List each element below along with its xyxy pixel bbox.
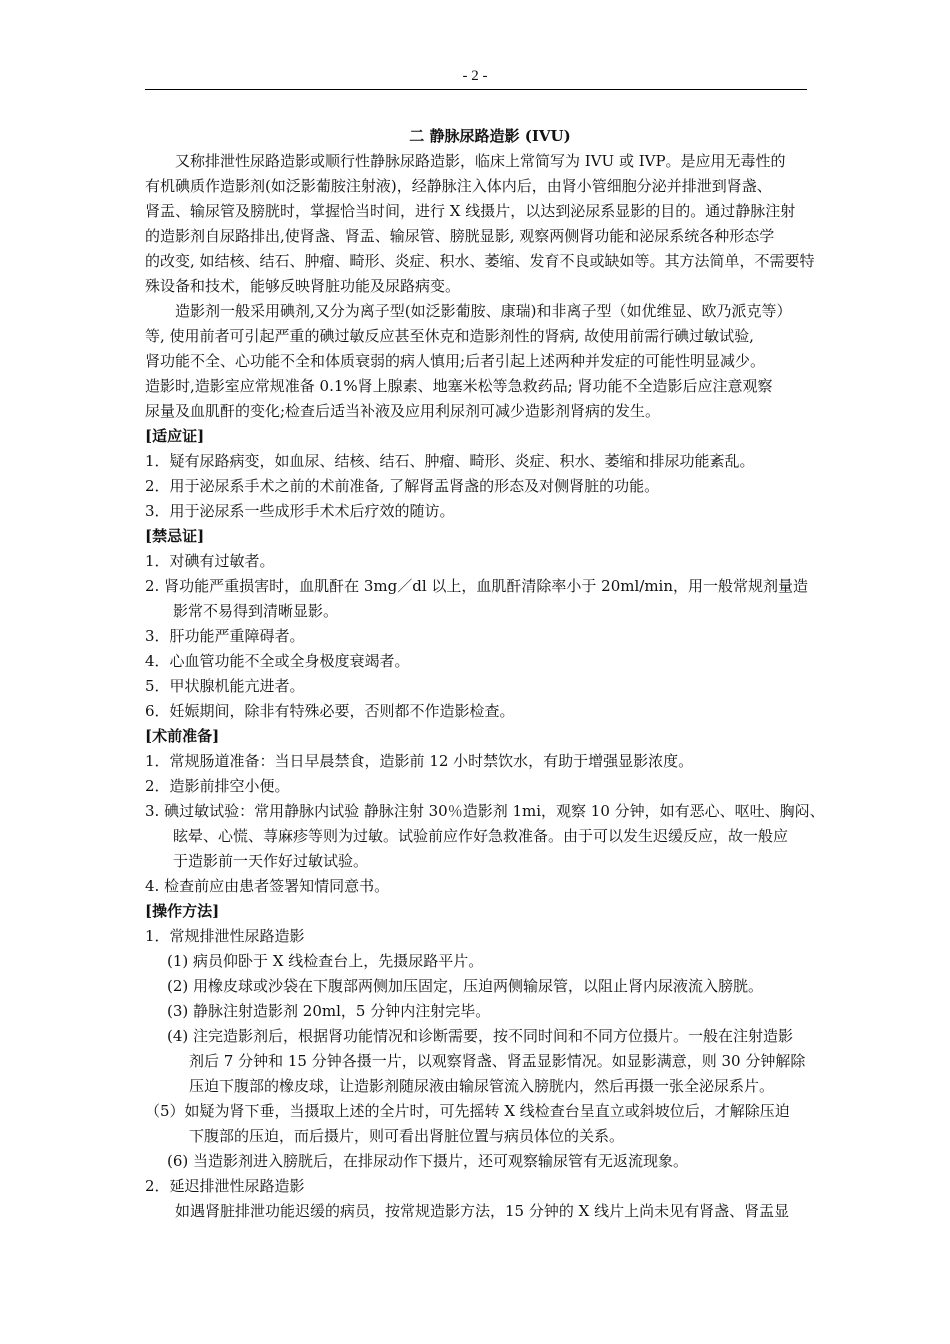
list-item: 2．用于泌尿系手术之前的术前准备, 了解肾盂肾盏的形态及对侧肾脏的功能。 <box>145 477 660 495</box>
procedure-subheading: 2．延迟排泄性尿路造影 <box>145 1177 305 1195</box>
list-item: 3．用于泌尿系一些成形手术术后疗效的随访。 <box>145 502 455 520</box>
indications-heading: [适应证] <box>145 427 205 445</box>
intro-line: 又称排泄性尿路造影或顺行性静脉尿路造影，临床上常简写为 IVU 或 IVP。是应用无毒性的 <box>175 152 786 170</box>
procedure-step: (4) 注完造影剂后，根据肾功能情况和诊断需要，按不同时间和不同方位摄片。一般在注射造影 <box>167 1027 794 1045</box>
procedure-step-continuation: 压迫下腹部的橡皮球，让造影剂随尿液由输尿管流入膀胱内，然后再摄一张全泌尿系片。 <box>189 1077 775 1095</box>
preparation-section <box>145 724 845 899</box>
list-item: 1．常规肠道准备：当日早晨禁食，造影前 12 小时禁饮水，有助于增强显影浓度。 <box>145 752 694 770</box>
intro-line: 有机碘质作造影剂(如泛影葡胺注射液)，经静脉注入体内后，由肾小管细胞分泌并排泄到肾盏、 <box>145 177 772 195</box>
contraindications-section <box>145 524 845 724</box>
list-item: 3．肝功能严重障碍者。 <box>145 627 305 645</box>
list-item: 1．对碘有过敏者。 <box>145 552 275 570</box>
preparation-heading: [术前准备] <box>145 727 220 745</box>
intro-paragraph <box>145 149 845 299</box>
list-item-continuation: 于造影前一天作好过敏试验。 <box>173 852 369 870</box>
procedure-step: (6) 当造影剂进入膀胱后，在排尿动作下摄片，还可观察输尿管有无返流现象。 <box>167 1152 689 1170</box>
contrast-agent-paragraph <box>145 299 845 424</box>
procedure-step: (1) 病员仰卧于 X 线检查台上，先摄尿路平片。 <box>167 952 484 970</box>
procedure-subheading: 1．常规排泄性尿路造影 <box>145 927 305 945</box>
list-item: 3. 碘过敏试验：常用静脉内试验 静脉注射 30％造影剂 1mi，观察 10 分钟，如有恶心、呕吐、胸闷、 <box>145 802 825 820</box>
contrast-line: 肾功能不全、心功能不全和体质衰弱的病人慎用;后者引起上述两种并发症的可能性明显减少。 <box>145 352 766 370</box>
list-item: 2．造影前排空小便。 <box>145 777 290 795</box>
contrast-line: 造影剂一般采用碘剂,又分为离子型(如泛影葡胺、康瑞)和非离子型（如优维显、欧乃派克等） <box>175 302 792 320</box>
procedure-heading: [操作方法] <box>145 902 220 920</box>
section-title: 二 静脉尿路造影 (IVU) <box>409 127 571 145</box>
intro-line: 殊设备和技术，能够反映肾脏功能及尿路病变。 <box>145 277 461 295</box>
indications-section <box>145 424 845 524</box>
procedure-step: （5）如疑为肾下垂，当摄取上述的全片时，可先摇转 X 线检查台呈直立或斜坡位后，才解除压迫 <box>145 1102 790 1120</box>
list-item: 4. 检查前应由患者签署知情同意书。 <box>145 877 390 895</box>
list-item: 6．妊娠期间，除非有特殊必要，否则都不作造影检查。 <box>145 702 515 720</box>
list-item-continuation: 影常不易得到清晰显影。 <box>173 602 339 620</box>
contrast-line: 等, 使用前者可引起严重的碘过敏反应甚至休克和造影剂性的肾病, 故使用前需行碘过敏试验, <box>145 327 754 345</box>
intro-line: 的造影剂自尿路排出,使肾盏、肾盂、输尿管、膀胱显影, 观察两侧肾功能和泌尿系统各种形态学 <box>145 227 775 245</box>
list-item: 4．心血管功能不全或全身极度衰竭者。 <box>145 652 410 670</box>
procedure-step-continuation: 剂后 7 分钟和 15 分钟各摄一片，以观察肾盏、肾盂显影情况。如显影满意，则 30 分钟解除 <box>189 1052 806 1070</box>
contrast-line: 造影时,造影室应常规准备 0.1%肾上腺素、地塞米松等急救药品; 肾功能不全造影后应注意观察 <box>145 377 773 395</box>
header-rule <box>145 89 807 90</box>
list-item: 1．疑有尿路病变，如血尿、结核、结石、肿瘤、畸形、炎症、积水、萎缩和排尿功能紊乱。 <box>145 452 755 470</box>
intro-line: 肾盂、输尿管及膀胱时，掌握恰当时间，进行 X 线摄片，以达到泌尿系显影的目的。通过静脉注射 <box>145 202 796 220</box>
page-number: - 2 - <box>462 68 488 84</box>
list-item-continuation: 眩晕、心慌、荨麻疹等则为过敏。试验前应作好急救准备。由于可以发生迟缓反应，故一般应 <box>173 827 789 845</box>
contrast-line: 尿量及血肌酐的变化;检查后适当补液及应用利尿剂可减少造影剂肾病的发生。 <box>145 402 661 420</box>
procedure-step: (2) 用橡皮球或沙袋在下腹部两侧加压固定，压迫两侧输尿管，以阻止肾内尿液流入膀胱。 <box>167 977 764 995</box>
contraindications-heading: [禁忌证] <box>145 527 205 545</box>
procedure-step: (3) 静脉注射造影剂 20ml，5 分钟内注射完毕。 <box>167 1002 491 1020</box>
list-item: 2. 肾功能严重损害时，血肌酐在 3mg／dl 以上，血肌酐清除率小于 20ml/min，用一般常规剂量造 <box>145 577 808 595</box>
intro-line: 的改变, 如结核、结石、肿瘤、畸形、炎症、积水、萎缩、发育不良或缺如等。其方法简单，不需要特 <box>145 252 815 270</box>
document-body <box>145 124 845 1224</box>
procedure-section <box>145 899 845 1224</box>
list-item: 5．甲状腺机能亢进者。 <box>145 677 305 695</box>
procedure-step-continuation: 下腹部的压迫，而后摄片，则可看出肾脏位置与病员体位的关系。 <box>189 1127 625 1145</box>
procedure-paragraph-line: 如遇肾脏排泄功能迟缓的病员，按常规造影方法，15 分钟的 X 线片上尚未见有肾盏、肾盂显 <box>175 1202 790 1220</box>
